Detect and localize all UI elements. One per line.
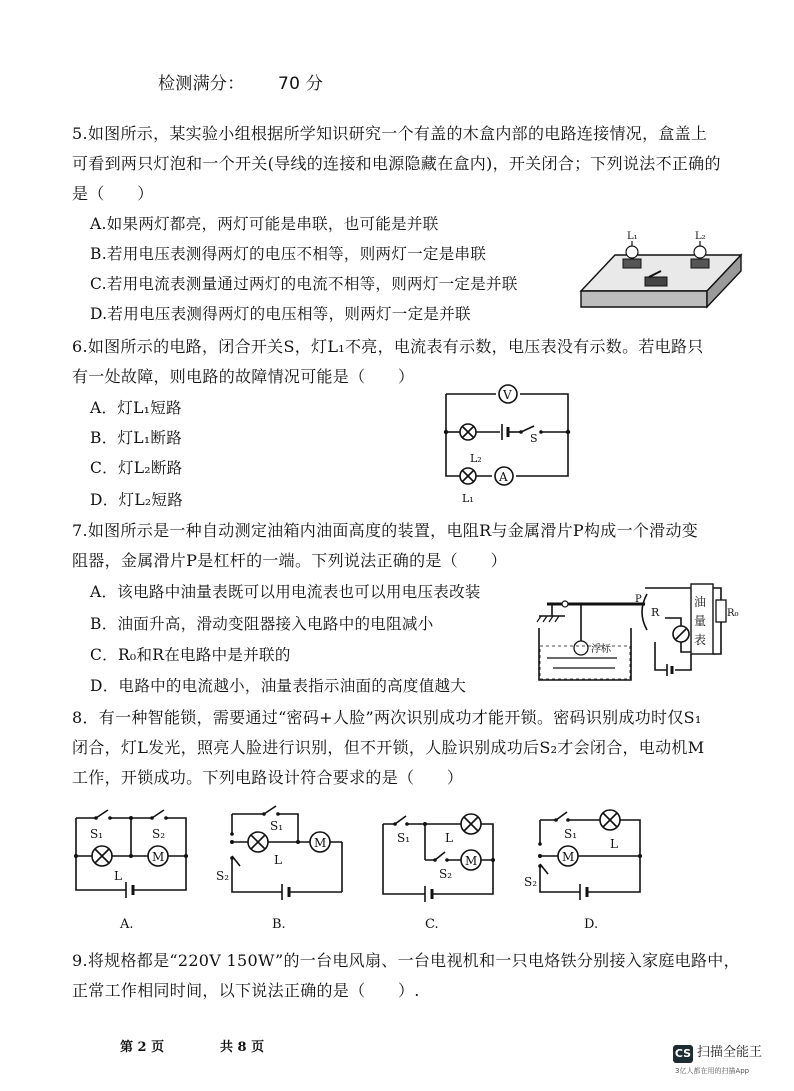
q7-meter-char-3: 表: [694, 633, 707, 647]
q8d-lamp-label: L: [610, 837, 618, 851]
q8c-motor-label: M: [465, 854, 478, 868]
q8-stem-line2: 闭合，灯L发光，照亮人脸进行识别，但不开锁，人脸识别成功后S₂才会闭合，电动机M: [72, 738, 705, 757]
q8-circuit-d: [522, 800, 652, 940]
q6-circuit-figure: [440, 370, 590, 510]
q6-option-b: B．灯L₁断路: [90, 429, 182, 447]
score-value: 70 分: [278, 74, 324, 94]
q7-meter-char-1: 油: [694, 595, 707, 609]
q8-circuit-a: [68, 800, 196, 940]
q8d-s1-label: S₁: [564, 827, 578, 841]
q5-option-a: A.如果两灯都亮，两灯可能是串联，也可能是并联: [90, 215, 439, 233]
float-icon: [574, 641, 588, 655]
q7-r-label: R: [651, 606, 660, 619]
q7-stem-line1: 7.如图所示是一种自动测定油箱内油面高度的装置，电阻R与金属滑片P构成一个滑动变: [72, 521, 699, 540]
q7-stem-line2: 阻器，金属滑片P是杠杆的一端。下列说法正确的是（ ）: [72, 551, 507, 570]
q5-option-b: B.若用电压表测得两灯的电压不相等，则两灯一定是串联: [90, 245, 487, 263]
q8-stem-line3: 工作，开锁成功。下列电路设计符合要求的是（ ）: [72, 768, 464, 787]
switch-s1-icon: [264, 806, 276, 814]
q5-box-figure: [575, 225, 745, 315]
switch-s1-icon: [395, 816, 406, 824]
resistor-r-icon: [642, 594, 647, 630]
footer-total-pages: 共 8 页: [220, 1040, 265, 1055]
q8d-s2-label: S₂: [524, 875, 538, 889]
scanner-app-tagline: 3亿人都在用的扫描App: [675, 1067, 750, 1075]
q5-label-l1: L₁: [627, 231, 638, 242]
battery-icon: [502, 424, 508, 440]
q8b-caption: B.: [272, 917, 286, 932]
q7-meter-char-2: 量: [694, 614, 707, 628]
q5-option-d: D.若用电压表测得两灯的电压相等，则两灯一定是并联: [90, 305, 471, 323]
q6-switch-label: S: [530, 432, 538, 445]
q8a-motor-label: M: [152, 850, 165, 864]
q8c-caption: C.: [425, 917, 439, 932]
switch-s2-icon: [152, 810, 164, 818]
q8c-s2-label: S₂: [439, 867, 453, 881]
box-front: [581, 291, 707, 307]
q8a-s2-label: S₂: [152, 827, 166, 841]
q7-option-c: C．R₀和R在电路中是并联的: [90, 646, 291, 664]
q5-stem-line1: 5.如图所示，某实验小组根据所学知识研究一个有盖的木盒内部的电路连接情况，盒盖上: [72, 124, 708, 143]
q5-label-l2: L₂: [695, 231, 706, 242]
q6-stem-line1: 6.如图所示的电路，闭合开关S，灯L₁不亮，电流表有示数，电压表没有示数。若电路只: [72, 337, 704, 356]
q7-fuel-gauge-figure: [535, 582, 739, 690]
scanner-logo-icon: CS: [673, 1045, 693, 1063]
q5-stem-line3: 是（ ）: [72, 184, 154, 203]
q8-circuit-b: [212, 800, 342, 940]
q6-option-c: C．灯L₂断路: [90, 459, 183, 477]
q7-float-label: 浮标: [591, 644, 611, 655]
q8-stem-line1: 8．有一种智能锁，需要通过“密码+人脸”两次识别成功才能开锁。密码识别成功时仅S₁: [72, 708, 702, 727]
q8d-caption: D.: [584, 917, 599, 932]
q8a-lamp-label: L: [114, 869, 122, 883]
q8c-s1-label: S₁: [397, 831, 411, 845]
q7-p-label: P: [635, 594, 642, 605]
q6-l1-label: L₁: [462, 492, 474, 505]
q6-l2-label: L₂: [470, 452, 482, 465]
q6-stem-line2: 有一处故障，则电路的故障情况可能是（ ）: [72, 367, 415, 386]
q8-circuit-c: [375, 800, 505, 940]
q8b-s2-label: S₂: [216, 869, 230, 883]
switch-s2-icon: [435, 852, 445, 860]
q8a-s1-label: S₁: [90, 827, 104, 841]
q8c-lamp-label: L: [445, 831, 453, 845]
q5-option-c: C.若用电流表测量通过两灯的电流不相等，则两灯一定是并联: [90, 275, 518, 293]
q8b-motor-label: M: [314, 836, 327, 850]
q8a-caption: A.: [120, 917, 134, 932]
resistor-r0-icon: [716, 600, 726, 622]
score-label: 检测满分：: [158, 74, 245, 94]
q6-option-d: D．灯L₂短路: [90, 491, 184, 509]
q8b-lamp-label: L: [274, 853, 282, 867]
q9-stem-line1: 9.将规格都是“220V 150W”的一台电风扇、一台电视机和一只电烙铁分别接入家庭电路中，: [72, 951, 740, 970]
q7-option-a: A．该电路中油量表既可以用电流表也可以用电压表改装: [90, 583, 481, 601]
q6-option-a: A．灯L₁短路: [90, 399, 182, 417]
q9-stem-line2: 正常工作相同时间，以下说法正确的是（ ）.: [72, 981, 420, 1000]
footer-page-number: 第 2 页: [120, 1040, 165, 1055]
q5-stem-line2: 可看到两只灯泡和一个开关(导线的连接和电源隐藏在盒内)，开关闭合；下列说法不正确的: [72, 154, 721, 173]
q7-option-b: B．油面升高，滑动变阻器接入电路中的电阻减小: [90, 615, 434, 633]
switch-s1-icon: [96, 810, 108, 818]
q8b-s1-label: S₁: [270, 819, 284, 833]
q7-option-d: D．电路中的电流越小，油量表指示油面的高度值越大: [90, 677, 467, 695]
q6-ammeter-label: A: [499, 470, 508, 484]
q6-voltmeter-label: V: [503, 388, 512, 402]
q7-r0-label: R₀: [727, 608, 739, 619]
q8d-motor-label: M: [562, 850, 575, 864]
switch-s1-icon: [556, 812, 567, 820]
scanner-app-name: 扫描全能王: [697, 1045, 763, 1060]
